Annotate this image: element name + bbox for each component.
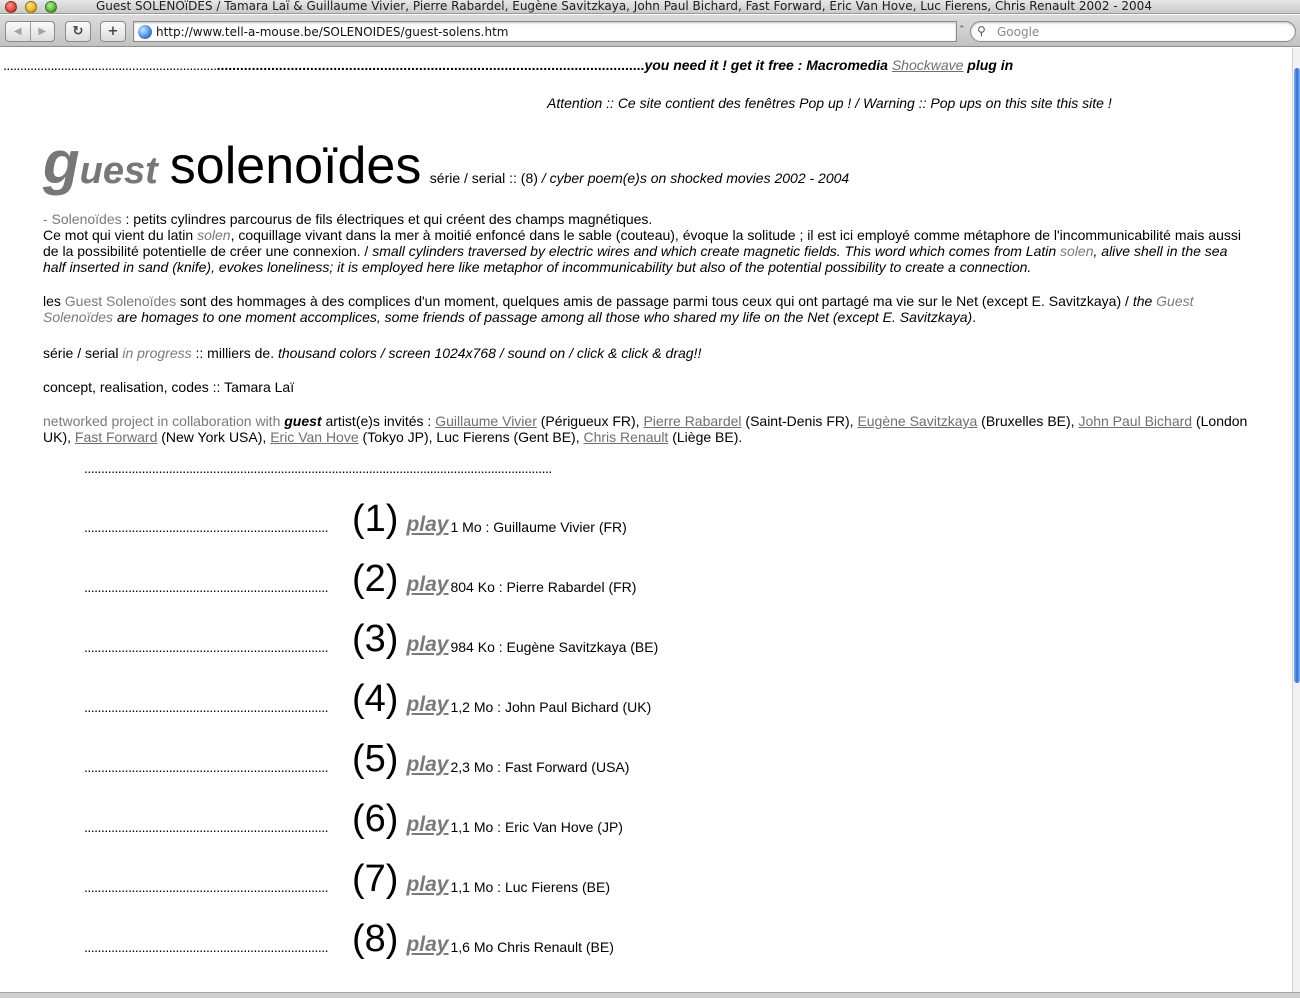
intro-definition: : petits cylindres parcourus de fils électriques et qui créent des champs magnétiques. [121, 211, 653, 227]
work-info: 1 Mo : Guillaume Vivier (FR) [450, 519, 627, 535]
row-dots: ........................................................................ [84, 939, 329, 955]
homage-en: are homages to one moment accomplices, some friends of passage among all those who shared my life on the Net (except E. Savitzkaya) [113, 309, 973, 325]
title-g: g [43, 129, 80, 196]
shockwave-notice [3, 57, 1292, 73]
serial-info [43, 345, 1248, 361]
intro-en-solen: solen [1060, 243, 1094, 259]
artist-link-eugene-savitzkaya[interactable]: Eugène Savitzkaya [857, 413, 978, 429]
intro-en-2: , alive shell in the sea half inserted in sand (knife), evokes loneliness; it is employed here like metaphor of incommunicability but also of the potential possibility to create a connection. [43, 243, 1228, 275]
artist-link-pierre-rabardel[interactable]: Pierre Rabardel [643, 413, 742, 429]
homage-guest-fr: Guest Solenoïdes [64, 293, 177, 309]
intro-fr-solen: solen [197, 227, 231, 243]
homage-end: . [972, 309, 977, 325]
title-solenoides: solenoïdes [169, 137, 422, 195]
artist-link-fast-forward[interactable]: Fast Forward [74, 429, 158, 445]
reload-button[interactable]: ↻ [65, 21, 91, 42]
play-link-3[interactable]: play [406, 633, 449, 656]
search-placeholder: Google [997, 25, 1040, 39]
artist-link-guillaume-vivier[interactable]: Guillaume Vivier [435, 413, 537, 429]
dotted-separator: .......................................................................................................................................... [84, 460, 552, 476]
row-dots: ........................................................................ [84, 579, 329, 595]
homage-guest-en: Guest Solenoïdes [43, 293, 1194, 325]
row-dots: ........................................................................ [84, 819, 329, 835]
address-bar[interactable] [133, 21, 957, 42]
page-title [43, 128, 849, 198]
serial-en: thousand colors / screen 1024x768 / sound on / click & click & drag!! [277, 345, 702, 361]
dotted-rule: ............................................................... [3, 57, 217, 73]
work-info: 1,1 Mo : Eric Van Hove (JP) [450, 819, 623, 835]
dotted-rule-bold: .............................................................................................................. [216, 57, 645, 73]
search-field[interactable] [970, 21, 1296, 42]
work-row-6 [84, 798, 623, 846]
row-dots: ........................................................................ [84, 639, 329, 655]
shockwave-text: you need it ! get it free : Macromedia [644, 57, 892, 73]
work-row-7 [84, 858, 610, 906]
work-row-4 [84, 678, 651, 726]
work-number: (2) [352, 558, 399, 600]
scrollbar-thumb[interactable] [1294, 68, 1300, 683]
artist-link-john-paul-bichard[interactable]: John Paul Bichard [1078, 413, 1193, 429]
network-paragraph [43, 413, 1248, 445]
work-info: 1,6 Mo Chris Renault (BE) [450, 939, 614, 955]
back-forward-control [5, 21, 55, 42]
page-content [0, 48, 1292, 992]
zoom-window-button[interactable] [45, 1, 57, 13]
homage-les: les [43, 293, 65, 309]
work-row-2 [84, 558, 636, 606]
homage-paragraph [43, 293, 1248, 325]
artist-link-chris-renault[interactable]: Chris Renault [583, 429, 669, 445]
serial-in-progress: in progress [122, 345, 192, 361]
add-bookmark-button[interactable]: + [100, 21, 126, 42]
play-link-1[interactable]: play [406, 513, 449, 536]
row-dots: ........................................................................ [84, 699, 329, 715]
work-number: (1) [352, 498, 399, 540]
artist-place: (Saint-Denis FR), [741, 413, 858, 429]
shockwave-link[interactable]: Shockwave [891, 57, 964, 73]
play-link-5[interactable]: play [406, 753, 449, 776]
intro-fr-2: , coquillage vivant dans la mer à moitié enfoncé dans le sable (couteau), évoque la solitude ; il est ici employé comme métaphore de l'incommunicabilité mais aussi de la possibilité potentielle de créer une connexion. / [43, 227, 1241, 259]
work-info: 984 Ko : Eugène Savitzkaya (BE) [450, 639, 659, 655]
homage-fr: sont des hommages à des complices d'un moment, quelques amis de passage parmi tous ceux qui ont partagé ma vie sur le Net (except E. Savitzkaya) / [176, 293, 1133, 309]
window-title: Guest SOLENOïDES / Tamara Laï & Guillaume Vivier, Pierre Rabardel, Eugène Savitzkaya, John Paul Bichard, Fast Forward, Eric Van Hove, Luc Fierens, Chris Renault 2002 - 2004 [96, 0, 1152, 13]
work-info: 1,2 Mo : John Paul Bichard (UK) [450, 699, 652, 715]
play-link-2[interactable]: play [406, 573, 449, 596]
title-serial: série / serial :: (8) [429, 170, 538, 186]
work-number: (4) [352, 678, 399, 720]
forward-button[interactable]: ▶ [30, 22, 55, 41]
artist-place: (London UK), [43, 413, 1248, 445]
window-titlebar [0, 0, 1300, 14]
homage-the: the [1132, 293, 1157, 309]
play-link-8[interactable]: play [406, 933, 449, 956]
work-row-8 [84, 918, 614, 966]
globe-icon [138, 25, 152, 39]
title-uest: uest [79, 150, 158, 192]
vertical-scrollbar[interactable] [1292, 48, 1300, 992]
concept-credit: concept, realisation, codes :: Tamara Laï [43, 379, 295, 395]
popup-warning: Attention :: Ce site contient des fenêtres Pop up ! / Warning :: Pop ups on this site this site ! [547, 95, 1112, 111]
title-serial-en: / cyber poem(e)s on shocked movies 2002 - 2004 [537, 170, 850, 186]
snapback-icon[interactable]: ⌃ [958, 25, 966, 35]
window-bottom-edge [0, 992, 1300, 998]
back-button[interactable]: ◀ [13, 26, 22, 37]
network-invites: artist(e)s invités : [321, 413, 436, 429]
artist-link-eric-van-hove[interactable]: Eric Van Hove [270, 429, 359, 445]
intro-term: - Solenoïdes [43, 211, 122, 227]
address-url[interactable]: http://www.tell-a-mouse.be/SOLENOIDES/guest-solens.htm [156, 25, 509, 39]
work-info: 1,1 Mo : Luc Fierens (BE) [450, 879, 610, 895]
play-link-7[interactable]: play [406, 873, 449, 896]
work-row-3 [84, 618, 658, 666]
work-number: (8) [352, 918, 399, 960]
play-link-4[interactable]: play [406, 693, 449, 716]
close-window-button[interactable] [5, 1, 17, 13]
artist-place: (Liège BE). [668, 429, 743, 445]
magnifier-icon[interactable]: ⚲ [977, 24, 986, 38]
serial-mid: :: milliers de. [191, 345, 278, 361]
intro-paragraph [43, 211, 1248, 275]
network-pre: networked project in collaboration with [43, 413, 285, 429]
work-number: (7) [352, 858, 399, 900]
intro-en-1: small cylinders traversed by electric wires and which create magnetic fields. This word which comes from Latin [372, 243, 1061, 259]
artist-place: (Périgueux FR), [536, 413, 644, 429]
shockwave-plugin-text: plug in [963, 57, 1014, 73]
row-dots: ........................................................................ [84, 519, 329, 535]
browser-toolbar [0, 15, 1300, 47]
network-guest: guest [284, 413, 322, 429]
work-info: 804 Ko : Pierre Rabardel (FR) [450, 579, 637, 595]
serial-pre: série / serial [43, 345, 123, 361]
intro-fr-1: Ce mot qui vient du latin [43, 227, 198, 243]
row-dots: ........................................................................ [84, 879, 329, 895]
minimize-window-button[interactable] [25, 1, 37, 13]
work-number: (6) [352, 798, 399, 840]
work-number: (5) [352, 738, 399, 780]
row-dots: ........................................................................ [84, 759, 329, 775]
work-row-1 [84, 498, 627, 546]
artist-place: (New York USA), [157, 429, 271, 445]
work-number: (3) [352, 618, 399, 660]
artist-place: (Tokyo JP), Luc Fierens (Gent BE), [358, 429, 584, 445]
work-info: 2,3 Mo : Fast Forward (USA) [450, 759, 630, 775]
play-link-6[interactable]: play [406, 813, 449, 836]
work-row-5 [84, 738, 629, 786]
artist-place: (Bruxelles BE), [977, 413, 1079, 429]
